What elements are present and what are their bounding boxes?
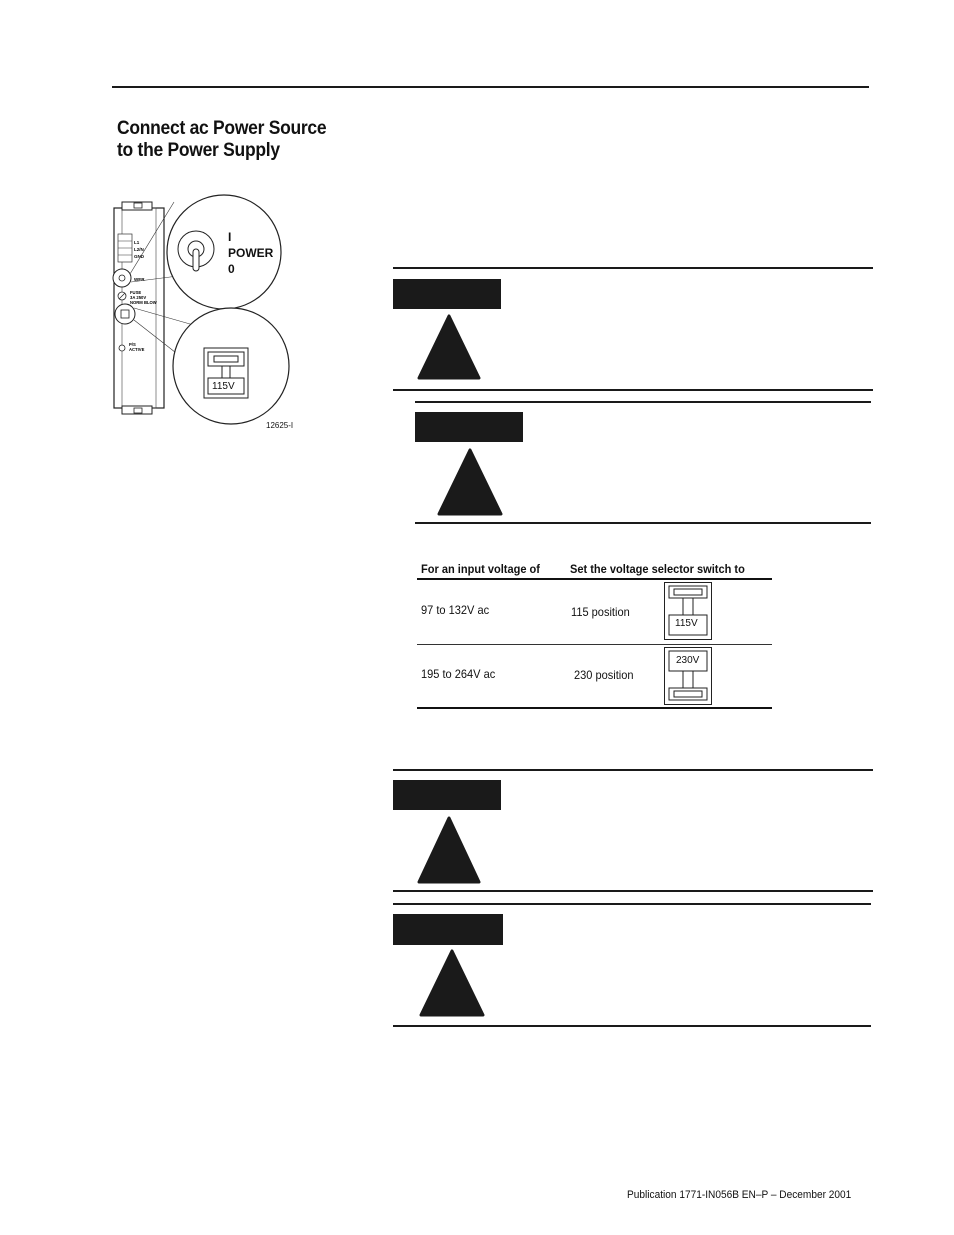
top-rule xyxy=(112,86,869,88)
publication-footer: Publication 1771-IN056B EN–P – December 2001 xyxy=(627,1189,852,1201)
table-header-selector: Set the voltage selector switch to xyxy=(570,562,745,576)
notice-2-bottom-rule xyxy=(415,522,871,524)
notice-2-label-box xyxy=(415,412,523,442)
notice-3-top-rule xyxy=(393,769,873,771)
notice-3-warning-icon xyxy=(417,816,481,889)
row-2-position: 230 position xyxy=(574,668,634,682)
notice-2-warning-icon xyxy=(437,448,503,521)
section-heading xyxy=(117,118,356,162)
notice-3-label-box xyxy=(393,780,501,810)
svg-text:L2/N: L2/N xyxy=(134,247,144,252)
row-1-position: 115 position xyxy=(571,605,630,619)
figure-selector-label: 115V xyxy=(212,381,235,392)
power-supply-figure xyxy=(108,188,298,433)
notice-4-top-rule xyxy=(393,903,871,905)
notice-3-bottom-rule xyxy=(393,890,873,892)
row-1-voltage: 97 to 132V ac xyxy=(421,603,490,617)
table-header-input-voltage: For an input voltage of xyxy=(421,562,540,576)
switch-power-label: POWER xyxy=(228,246,274,260)
svg-text:NORM BLOW: NORM BLOW xyxy=(130,300,157,305)
switch-off-label: 0 xyxy=(228,262,235,276)
notice-1-bottom-rule xyxy=(393,389,873,391)
row-2-voltage: 195 to 264V ac xyxy=(421,667,496,681)
row-1-switch-115-icon xyxy=(664,582,712,640)
heading-line-1: Connect ac Power Source xyxy=(117,118,327,139)
svg-text:3A 250V: 3A 250V xyxy=(130,295,147,300)
svg-text:WER: WER xyxy=(134,277,145,282)
svg-text:FUSE: FUSE xyxy=(130,290,142,295)
table-bottom-rule xyxy=(417,707,772,709)
notice-1-label-box xyxy=(393,279,501,309)
notice-4-bottom-rule xyxy=(393,1025,871,1027)
power-switch-labels xyxy=(228,229,273,277)
heading-line-2: to the Power Supply xyxy=(117,140,280,161)
notice-1-warning-icon xyxy=(417,314,481,385)
notice-2-top-rule xyxy=(415,401,871,403)
notice-4-label-box xyxy=(393,914,503,945)
svg-text:GND: GND xyxy=(134,254,144,259)
row-1-switch-label: 115V xyxy=(675,618,698,629)
row-2-switch-label: 230V xyxy=(676,655,700,666)
svg-text:L1: L1 xyxy=(134,240,140,245)
figure-id: 12625-I xyxy=(266,421,294,430)
table-header-rule xyxy=(417,578,772,580)
notice-4-warning-icon xyxy=(419,949,485,1022)
table-row-rule xyxy=(417,644,772,645)
notice-1-top-rule xyxy=(393,267,873,269)
switch-on-label: I xyxy=(228,230,232,244)
svg-text:P/S: P/S xyxy=(129,342,136,347)
svg-text:ACTIVE: ACTIVE xyxy=(129,347,145,352)
